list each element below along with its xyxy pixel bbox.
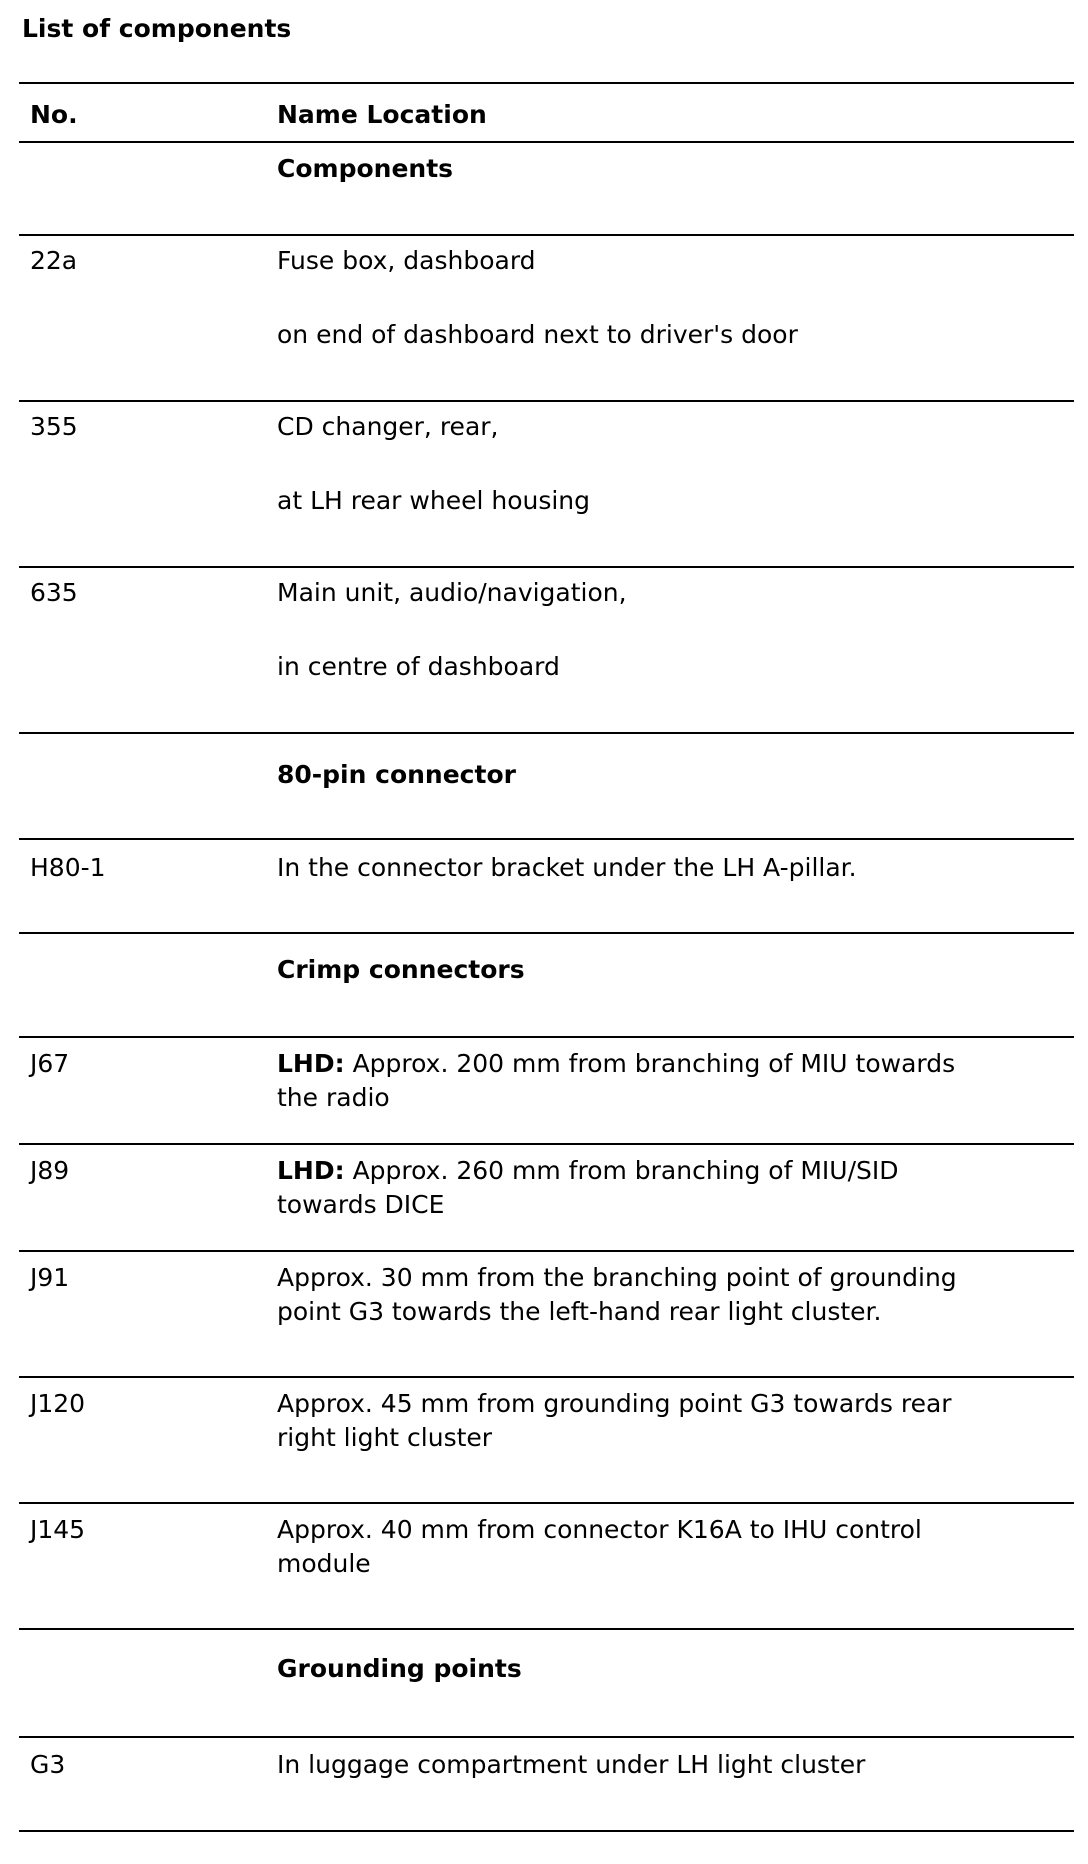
row-divider: [19, 1250, 1074, 1252]
row-location: at LH rear wheel housing: [277, 486, 591, 515]
row-divider: [19, 838, 1074, 840]
row-location-line2: module: [277, 1549, 371, 1578]
row-location: [277, 1261, 1067, 1329]
row-divider: [19, 234, 1074, 236]
table-top-rule: [19, 82, 1074, 84]
row-divider: [19, 1628, 1074, 1630]
row-location-line1: Approx. 200 mm from branching of MIU towards: [352, 1049, 956, 1078]
row-no: J120: [30, 1389, 86, 1418]
section-components: Components: [277, 154, 454, 183]
row-location-line2: the radio: [277, 1083, 390, 1112]
row-location: In luggage compartment under LH light cluster: [277, 1750, 866, 1779]
table-bottom-rule: [19, 1830, 1074, 1832]
lhd-prefix: LHD:: [277, 1049, 345, 1078]
row-location: [277, 1154, 1067, 1222]
row-no: G3: [30, 1750, 66, 1779]
row-divider: [19, 1143, 1074, 1145]
row-divider: [19, 1376, 1074, 1378]
row-location: on end of dashboard next to driver's door: [277, 320, 798, 349]
lhd-prefix: LHD:: [277, 1156, 345, 1185]
document-title: List of components: [22, 14, 292, 43]
row-no: J91: [30, 1263, 70, 1292]
row-no: H80-1: [30, 853, 106, 882]
row-location-line2: towards DICE: [277, 1190, 445, 1219]
header-name-location: Name Location: [277, 100, 487, 129]
row-divider: [19, 566, 1074, 568]
row-no: J145: [30, 1515, 86, 1544]
row-divider: [19, 932, 1074, 934]
row-no: 22a: [30, 246, 78, 275]
row-location: [277, 1387, 1067, 1455]
row-divider: [19, 732, 1074, 734]
header-rule: [19, 141, 1074, 143]
row-no: 355: [30, 412, 78, 441]
row-divider: [19, 400, 1074, 402]
row-location-line2: point G3 towards the left-hand rear light cluster.: [277, 1297, 882, 1326]
row-location-line1: Approx. 260 mm from branching of MIU/SID: [352, 1156, 899, 1185]
row-divider: [19, 1036, 1074, 1038]
row-location-line1: Approx. 45 mm from grounding point G3 towards rear: [277, 1389, 952, 1418]
row-no: J67: [30, 1049, 70, 1078]
row-location: in centre of dashboard: [277, 652, 560, 681]
row-name: Main unit, audio/navigation,: [277, 578, 627, 607]
row-no: 635: [30, 578, 78, 607]
row-location-line2: right light cluster: [277, 1423, 493, 1452]
row-name: Fuse box, dashboard: [277, 246, 536, 275]
section-80-pin-connector: 80-pin connector: [277, 760, 516, 789]
row-name: CD changer, rear,: [277, 412, 499, 441]
row-location-line1: Approx. 30 mm from the branching point of grounding: [277, 1263, 957, 1292]
row-location: [277, 1047, 1067, 1115]
row-no: J89: [30, 1156, 70, 1185]
section-grounding-points: Grounding points: [277, 1654, 522, 1683]
row-location: [277, 1513, 1067, 1581]
section-crimp-connectors: Crimp connectors: [277, 955, 525, 984]
row-location: In the connector bracket under the LH A-pillar.: [277, 853, 857, 882]
row-location-line1: Approx. 40 mm from connector K16A to IHU control: [277, 1515, 922, 1544]
header-no: No.: [30, 100, 78, 129]
row-divider: [19, 1502, 1074, 1504]
row-divider: [19, 1736, 1074, 1738]
